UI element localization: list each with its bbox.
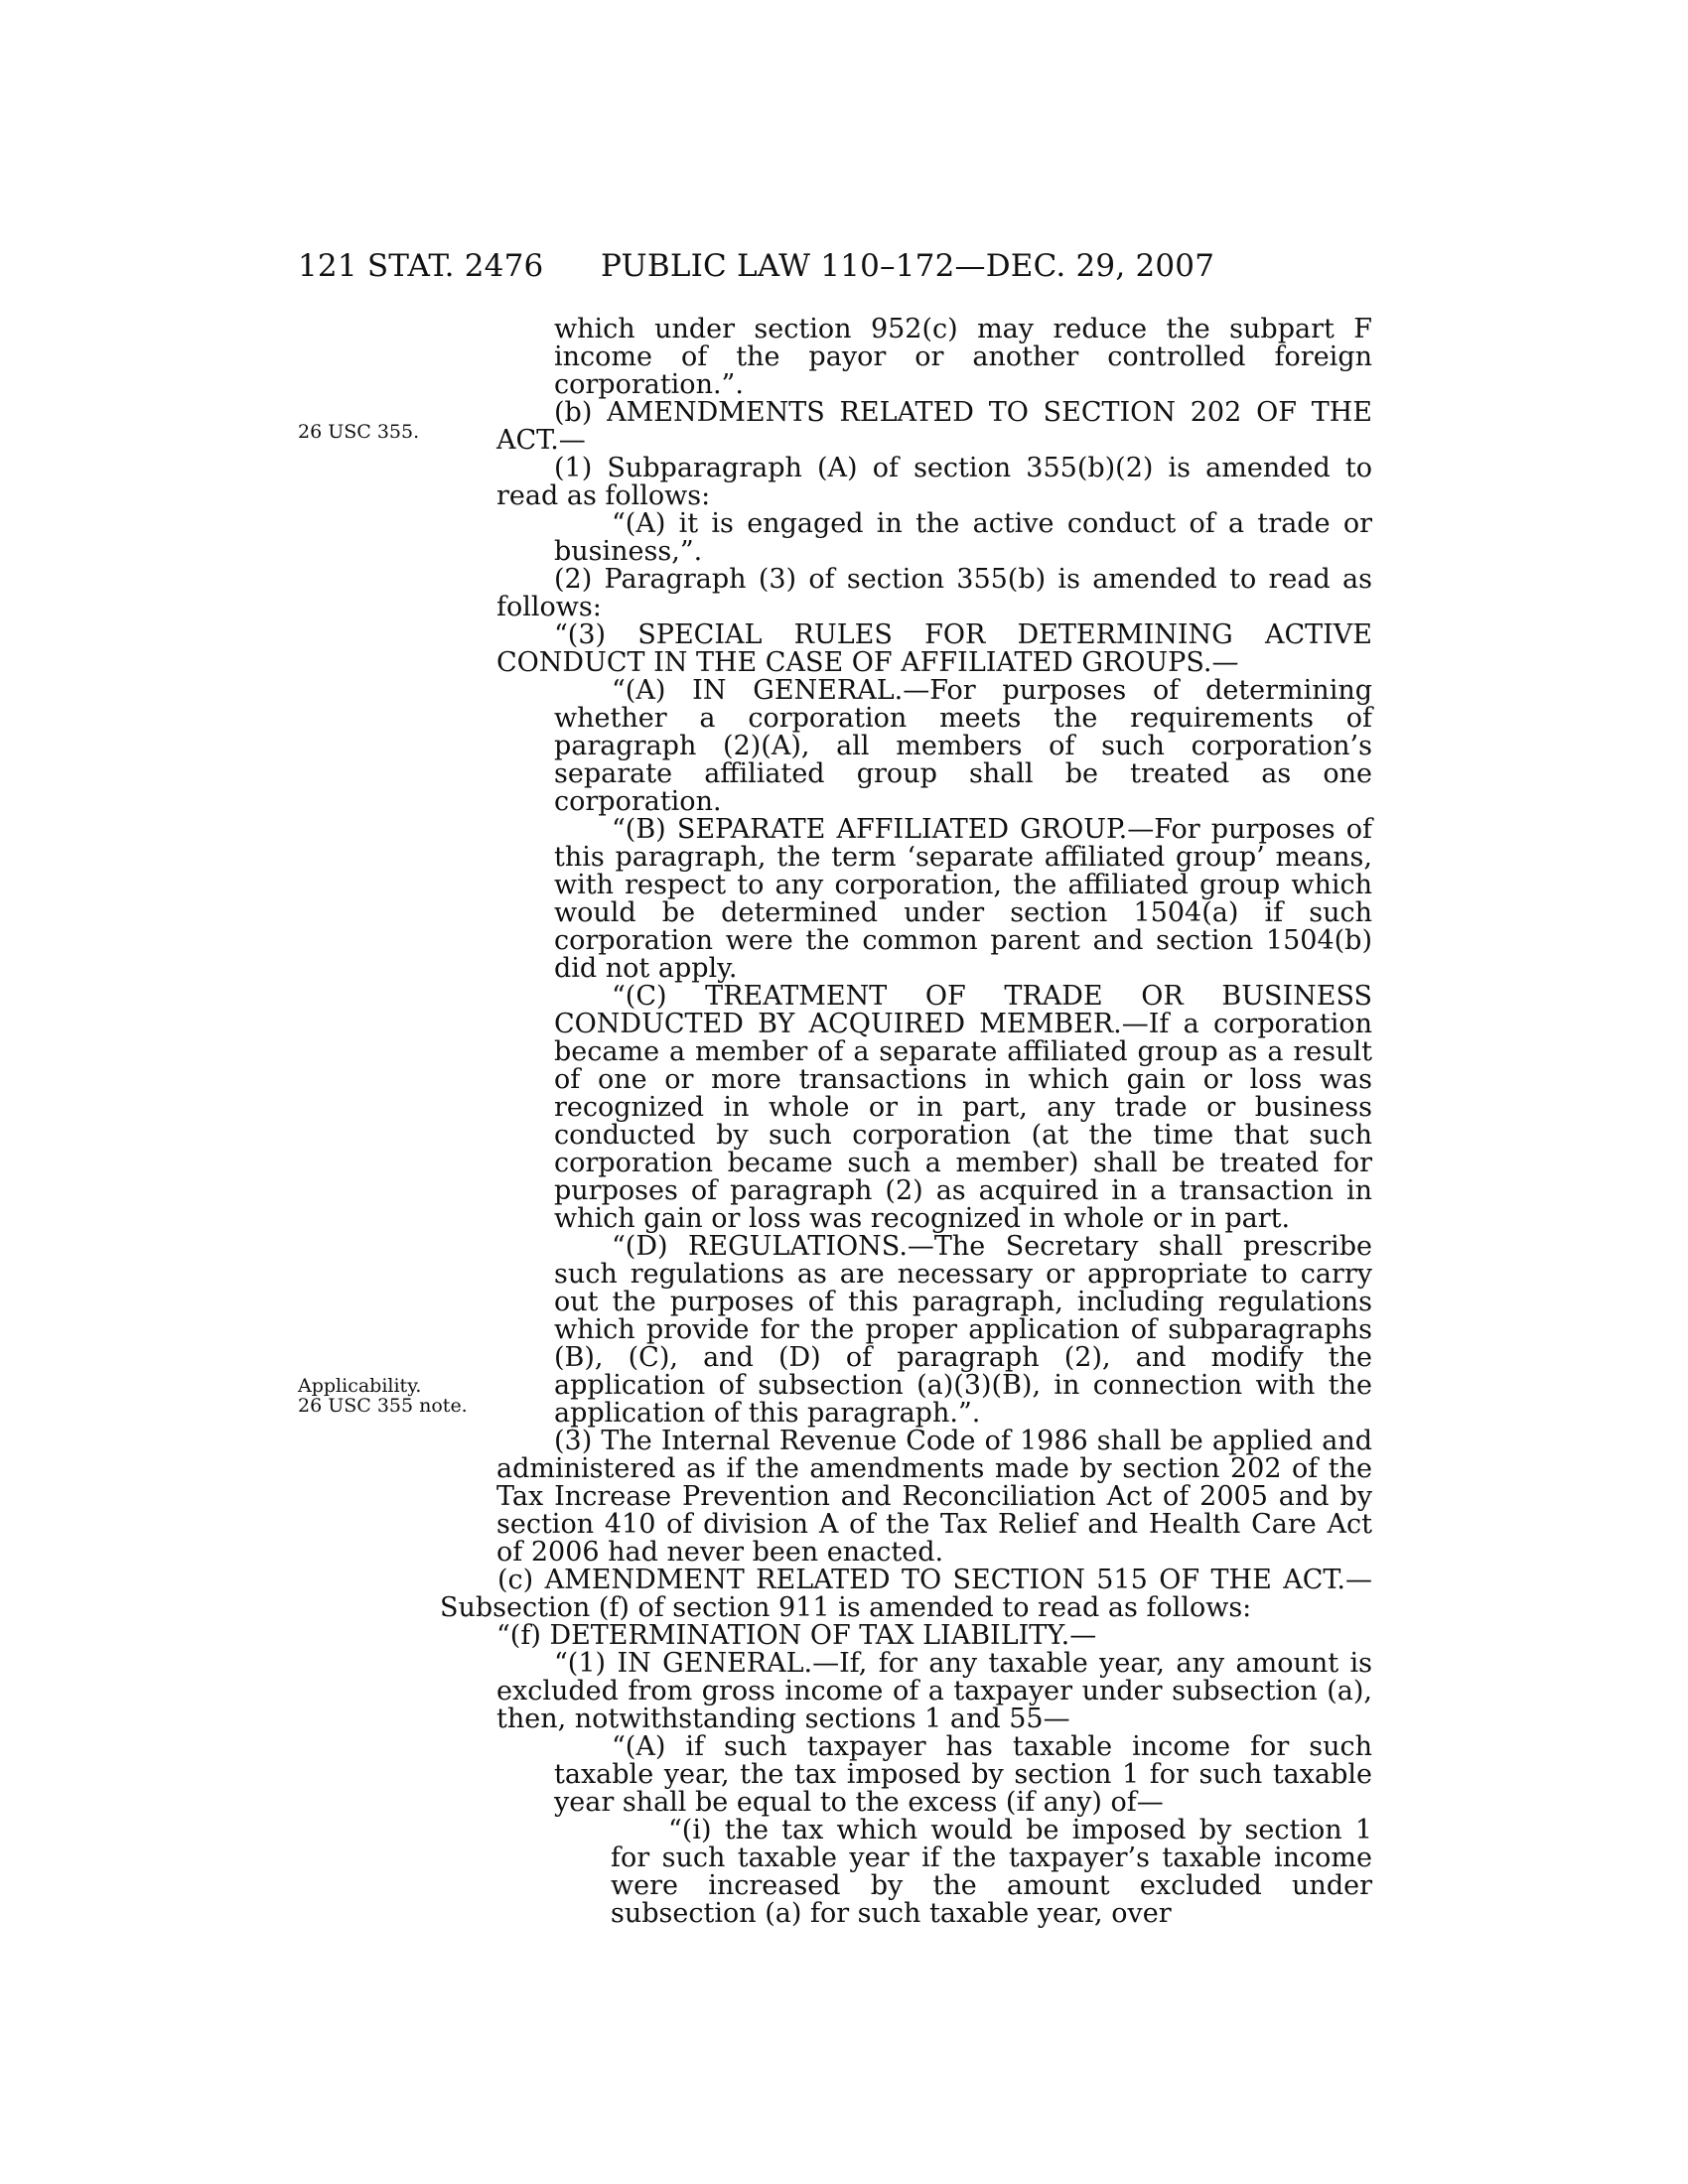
subparagraph-3-D: “(D) REGULATIONS.—The Secretary shall prescribe such regulations as are necessary or appropriate to carry out the purposes of this paragraph, including regulations which provide for the proper application of subparagraphs (B), (C), and (D) of paragraph (2), and modify the application of subsection (a)(3)(B), in connection with the application of this paragraph.”. — [554, 1231, 1372, 1429]
paragraph-f-1: “(1) IN GENERAL.—If, for any taxable year, any amount is excluded from gross income of a taxpayer under subsection (a), then, notwithstanding sections 1 and 55— — [496, 1648, 1372, 1734]
subparagraph-f-1-A: “(A) if such taxpayer has taxable income for such taxable year, the tax imposed by section 1 for such taxable year shall be equal to the excess (if any) of— — [554, 1731, 1372, 1818]
subsection-c: (c) AMENDMENT RELATED TO SECTION 515 OF THE ACT.—Subsection (f) of section 911 is amended to read as follows: — [440, 1565, 1372, 1623]
margin-note-usc355: 26 USC 355. — [298, 421, 420, 443]
statute-body — [440, 314, 1372, 1929]
stat-page-number: 121 STAT. 2476 — [298, 248, 544, 284]
running-header-title: PUBLIC LAW 110–172—DEC. 29, 2007 — [601, 248, 1215, 284]
subparagraph-b-1-A: “(A) it is engaged in the active conduct of a trade or business,”. — [554, 508, 1372, 567]
subsection-f-heading: “(f) DETERMINATION OF TAX LIABILITY.— — [496, 1620, 1097, 1651]
subparagraph-3-B: “(B) SEPARATE AFFILIATED GROUP.—For purposes of this paragraph, the term ‘separate affiliated group’ means, with respect to any corporation, the affiliated group which would be determined under section 1504(a) if such corporation were the common parent and section 1504(b) did not apply. — [554, 814, 1372, 984]
paragraph-b-2-3-heading: “(3) SPECIAL RULES FOR DETERMINING ACTIVE CONDUCT IN THE CASE OF AFFILIATED GROUPS.— — [496, 619, 1372, 678]
margin-note-applicability: Applicability. — [298, 1375, 422, 1397]
subparagraph-3-C: “(C) TREATMENT OF TRADE OR BUSINESS CONDUCTED BY ACQUIRED MEMBER.—If a corporation became a member of a separate affiliated group as a result of one or more transactions in which gain or loss was recognized in whole or in part, any trade or business conducted by such corporation (at the time that such corporation became such a member) shall be treated for purposes of paragraph (2) as acquired in a transaction in which gain or loss was recognized in whole or in part. — [554, 981, 1372, 1234]
clause-f-1-A-i: “(i) the tax which would be imposed by section 1 for such taxable year if the taxpayer’s taxable income were increased by the amount excluded under subsection (a) for such taxable year, over — [611, 1815, 1372, 1929]
paragraph-b-1: (1) Subparagraph (A) of section 355(b)(2) is amended to read as follows: — [496, 453, 1372, 511]
subparagraph-3-A: “(A) IN GENERAL.—For purposes of determining whether a corporation meets the requirements of paragraph (2)(A), all members of such corporation’s separate affiliated group shall be treated as one corporation. — [554, 675, 1372, 817]
subsection-b-heading: (b) AMENDMENTS RELATED TO SECTION 202 OF THE ACT.— — [496, 397, 1372, 456]
paragraph-b-2: (2) Paragraph (3) of section 355(b) is amended to read as follows: — [496, 564, 1372, 622]
paragraph-continuation: which under section 952(c) may reduce the subpart F income of the payor or another controlled foreign corporation.”. — [554, 314, 1372, 400]
paragraph-b-3: (3) The Internal Revenue Code of 1986 shall be applied and administered as if the amendments made by section 202 of the Tax Increase Prevention and Reconciliation Act of 2005 and by section 410 of division A of the Tax Relief and Health Care Act of 2006 had never been enacted. — [496, 1426, 1372, 1568]
margin-note-usc355-note: 26 USC 355 note. — [298, 1395, 468, 1417]
